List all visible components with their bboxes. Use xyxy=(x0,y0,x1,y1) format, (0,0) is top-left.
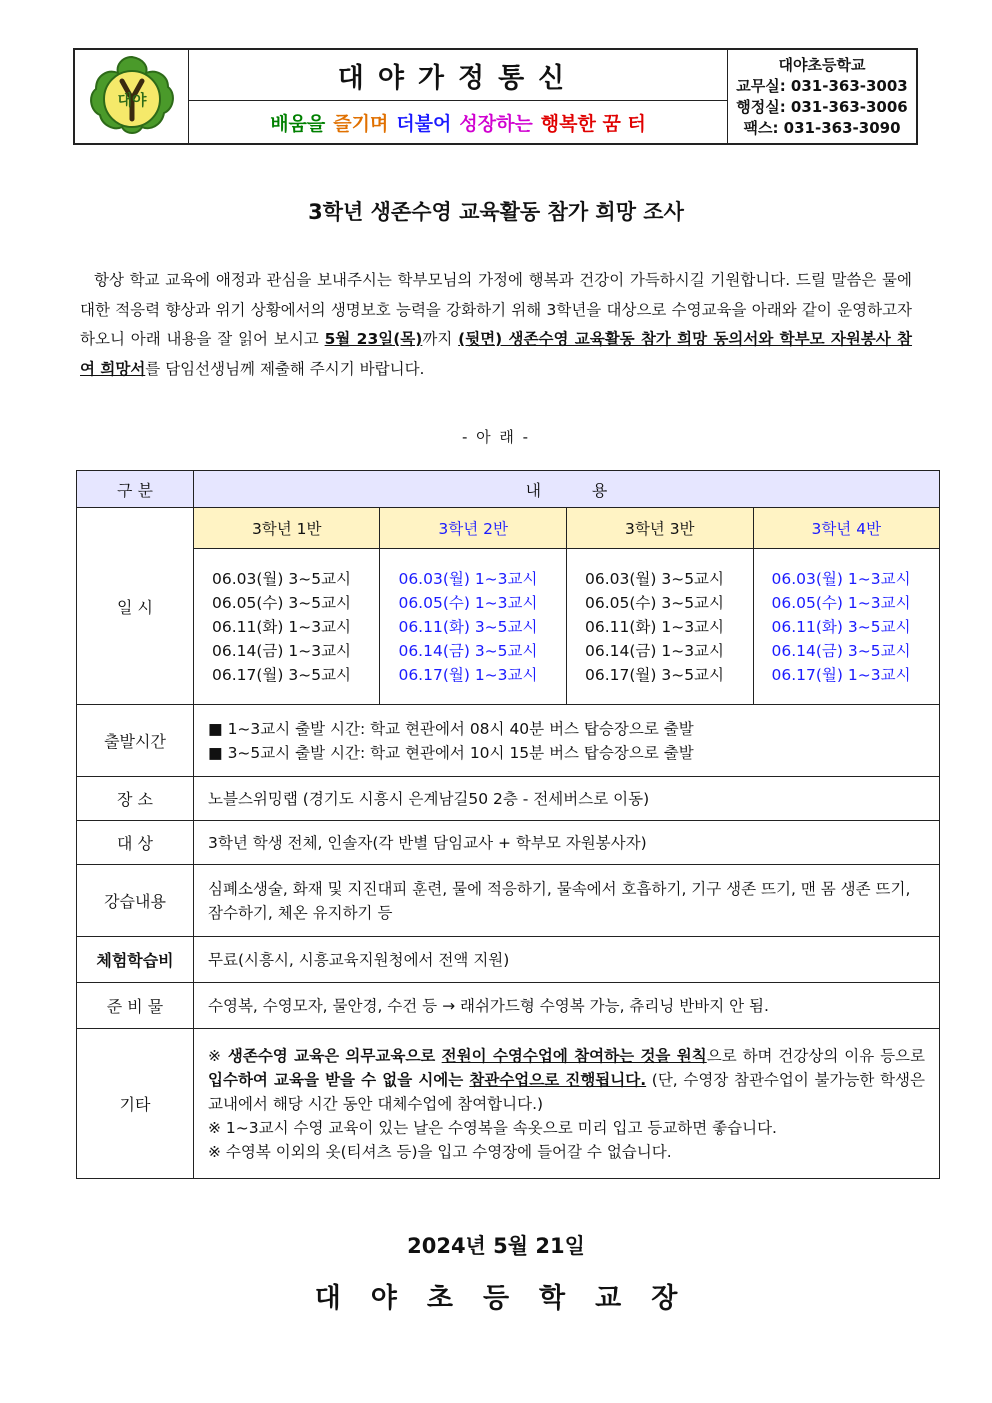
date-item: 06.03(월) 1~3교시 xyxy=(398,569,538,588)
intro-text-2: 까지 xyxy=(422,330,459,348)
date-item: 06.17(월) 3~5교시 xyxy=(212,665,352,684)
departure-row xyxy=(77,705,940,777)
schedule-table xyxy=(194,508,939,704)
departure-cell xyxy=(194,705,940,777)
class-4-header: 3학년 4반 xyxy=(753,508,939,549)
intro-forms: (뒷면) 생존수영 교육활동 참가 희망 동의서와 학부모 자원봉사 참여 희망서 xyxy=(80,330,913,378)
slogan-word-5: 행복한 꿈 터 xyxy=(540,112,646,135)
date-item: 06.14(금) 1~3교시 xyxy=(584,641,725,660)
etc-row xyxy=(77,1029,940,1179)
date-item: 06.05(수) 1~3교시 xyxy=(398,593,538,612)
content-label: 강습내용 xyxy=(77,865,194,937)
slogan-word-2: 즐기며 xyxy=(333,112,389,135)
date-item: 06.14(금) 3~5교시 xyxy=(771,641,911,660)
school-logo-cell xyxy=(75,50,189,143)
newsletter-title: 대야가정통신 xyxy=(189,50,727,101)
date-item: 06.05(수) 1~3교시 xyxy=(771,593,911,612)
info-table xyxy=(76,470,940,1179)
target-row xyxy=(77,821,940,865)
intro-paragraph xyxy=(80,266,912,384)
principal-signature: 대야초등학교장 xyxy=(314,1283,708,1314)
place-label: 장 소 xyxy=(77,777,194,821)
fee-value: 무료(시흥시, 시흥교육지원청에서 전액 지원) xyxy=(194,937,940,983)
fee-row xyxy=(77,937,940,983)
etc-label: 기타 xyxy=(77,1029,194,1179)
target-label: 대 상 xyxy=(77,821,194,865)
etc-note-1 xyxy=(208,1044,925,1116)
date-item: 06.14(금) 3~5교시 xyxy=(398,641,538,660)
date-item: 06.03(월) 3~5교시 xyxy=(584,569,725,588)
contact-fax: 팩스: 031-363-3090 xyxy=(743,118,901,137)
header-label-content: 내 용 xyxy=(194,471,940,508)
document-date: 2024년 5월 21일 xyxy=(407,1234,585,1258)
logo-text: 대야 xyxy=(117,90,146,109)
schedule-cell xyxy=(194,508,940,705)
school-name: 대야초등학교 xyxy=(778,55,866,74)
note-bold-text: 입수하여 교육을 받을 수 없을 시에는 xyxy=(208,1070,470,1089)
contact-office: 교무실: 031-363-3003 xyxy=(736,76,908,95)
supplies-value: 수영복, 수영모자, 물안경, 수건 등 → 래쉬가드형 수영복 가능, 츄리닝 반바지 안 됨. xyxy=(194,983,940,1029)
intro-text-1: 항상 학교 교육에 애정과 관심을 보내주시는 학부모님의 가정에 행복과 건강이 가득하시길 기원합니다. 드릴 말씀은 물에 대한 적응력 향상과 위기 상황에서의 생명보호 능력을 강화하기 위해 3학년을 대상으로 수영교육을 아래와 같이 운영하고자 하오니 아래 내용을 잘 읽어 보시고 xyxy=(80,271,912,348)
fee-label: 체험학습비 xyxy=(77,937,194,983)
school-contact xyxy=(728,50,916,143)
contact-admin: 행정실: 031-363-3006 xyxy=(736,97,908,116)
school-logo-icon xyxy=(86,53,178,141)
note-bold-text: 생존수영 교육은 의무교육으로 xyxy=(227,1046,442,1065)
class-header-row xyxy=(194,508,939,549)
class-schedule-row xyxy=(194,549,939,705)
class-3-dates xyxy=(566,549,753,705)
note-mark: ※ xyxy=(208,1046,228,1065)
date-item: 06.11(화) 1~3교시 xyxy=(584,617,725,636)
supplies-row xyxy=(77,983,940,1029)
class-3-header: 3학년 3반 xyxy=(566,508,753,549)
note-underline-text: 전원이 수영수업에 참여하는 것을 원칙 xyxy=(441,1046,707,1065)
supplies-label: 준 비 물 xyxy=(77,983,194,1029)
class-1-dates xyxy=(194,549,380,705)
slogan-word-4: 성장하는 xyxy=(459,112,533,135)
header-label-category: 구 분 xyxy=(77,471,194,508)
content-row xyxy=(77,865,940,937)
slogan-word-3: 더불어 xyxy=(396,112,452,135)
target-value: 3학년 학생 전체, 인솔자(각 반별 담임교사 + 학부모 자원봉사자) xyxy=(194,821,940,865)
class-2-header: 3학년 2반 xyxy=(380,508,567,549)
newsletter-header xyxy=(73,48,918,145)
header-middle xyxy=(189,50,728,143)
etc-note-2: ※ 1~3교시 수영 교육이 있는 날은 수영복을 속옷으로 미리 입고 등교하면 좋습니다. xyxy=(208,1118,777,1137)
date-item: 06.03(월) 3~5교시 xyxy=(212,569,352,588)
slogan xyxy=(189,101,727,143)
place-value: 노블스위밍랩 (경기도 시흥시 은계남길50 2층 - 전세버스로 이동) xyxy=(194,777,940,821)
place-row xyxy=(77,777,940,821)
date-item: 06.11(화) 1~3교시 xyxy=(212,617,352,636)
note-underline-text: 참관수업으로 진행됩니다. xyxy=(469,1070,647,1089)
schedule-row xyxy=(77,508,940,705)
etc-note-3: ※ 수영복 이외의 옷(티셔츠 등)을 입고 수영장에 들어갈 수 없습니다. xyxy=(208,1142,672,1161)
date-item: 06.05(수) 3~5교시 xyxy=(584,593,725,612)
date-item: 06.03(월) 1~3교시 xyxy=(771,569,911,588)
content-value: 심폐소생술, 화재 및 지진대피 훈련, 물에 적응하기, 물속에서 호흡하기, 기구 생존 뜨기, 맨 몸 생존 뜨기, 잠수하기, 체온 유지하기 등 xyxy=(194,865,940,937)
date-item: 06.17(월) 3~5교시 xyxy=(584,665,725,684)
class-4-dates xyxy=(753,549,939,705)
departure-label: 출발시간 xyxy=(77,705,194,777)
schedule-label: 일 시 xyxy=(77,508,194,705)
class-2-dates xyxy=(380,549,567,705)
date-item: 06.11(화) 3~5교시 xyxy=(771,617,911,636)
document-title: 3학년 생존수영 교육활동 참가 희망 조사 xyxy=(308,200,684,224)
date-item: 06.05(수) 3~5교시 xyxy=(212,593,352,612)
etc-cell xyxy=(194,1029,940,1179)
note-text: (단, 수영장 참관수업이 불가능한 학생은 교내에서 해당 시간 동안 대체수업에 참여합니다.) xyxy=(208,1070,925,1113)
departure-item: ■ 3~5교시 출발 시간: 학교 현관에서 10시 15분 버스 탑승장으로 출발 xyxy=(208,743,694,762)
intro-deadline: 5월 23일(목) xyxy=(324,330,423,348)
intro-text-3: 를 담임선생님께 제출해 주시기 바랍니다. xyxy=(145,359,425,378)
slogan-word-1: 배움을 xyxy=(270,112,326,135)
date-item: 06.17(월) 1~3교시 xyxy=(771,665,911,684)
note-text: 으로 하며 건강상의 이유 등으로 xyxy=(706,1046,926,1065)
date-item: 06.11(화) 3~5교시 xyxy=(398,617,538,636)
date-item: 06.17(월) 1~3교시 xyxy=(398,665,538,684)
departure-item: ■ 1~3교시 출발 시간: 학교 현관에서 08시 40분 버스 탑승장으로 출발 xyxy=(208,719,694,738)
table-header-row xyxy=(77,471,940,508)
section-marker: - 아 래 - xyxy=(461,428,531,446)
date-item: 06.14(금) 1~3교시 xyxy=(212,641,352,660)
class-1-header: 3학년 1반 xyxy=(194,508,380,549)
